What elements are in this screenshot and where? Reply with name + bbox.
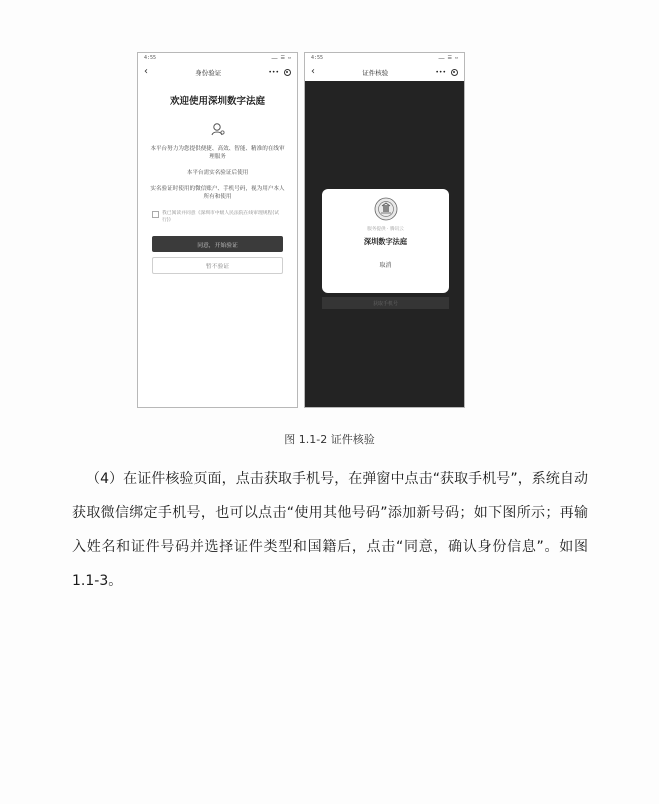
agreement-checkbox[interactable]: [152, 211, 159, 218]
real-name-notice: 本平台需实名验证后使用: [186, 170, 249, 176]
back-chevron-icon[interactable]: ‹: [311, 66, 315, 77]
body-paragraph: （4）在证件核验页面，点击获取手机号，在弹窗中点击“获取手机号”，系统自动获取微信绑定手机号，也可以点击“使用其他号码”添加新号码；如下图所示；再输入姓名和证件号码并选择证件类型和国籍后，点击“同意，确认身份信息”。如图 1.1-3。: [72, 471, 588, 589]
skip-verification-button[interactable]: 暂不验证: [152, 257, 283, 274]
status-time: 4:55: [311, 55, 324, 61]
agreement-row[interactable]: [138, 210, 297, 224]
status-bar: [305, 53, 464, 63]
get-phone-number-button[interactable]: 获取手机号: [322, 297, 449, 309]
nav-bar: [138, 63, 297, 81]
court-emblem-icon: [374, 197, 398, 221]
account-ownership-notice: 实名验证时使用的微信账户、手机号码，视为用户本人所有和使用: [150, 186, 285, 200]
status-icons: …… ☰ ▭: [271, 55, 291, 61]
nav-title: 身份验证: [195, 68, 222, 77]
back-chevron-icon[interactable]: ‹: [144, 66, 148, 77]
nav-title: 证件核验: [362, 68, 389, 77]
close-miniprogram-icon[interactable]: [284, 69, 291, 76]
nav-actions: [435, 69, 458, 76]
modal-title: 深圳数字法庭: [363, 237, 408, 246]
modal-cancel-button[interactable]: 取消: [379, 262, 392, 269]
phone-screenshot-document-check: [304, 52, 465, 408]
nav-bar: [305, 63, 464, 81]
status-time: 4:55: [144, 55, 157, 61]
welcome-title: 欢迎使用深圳数字法庭: [169, 96, 265, 107]
more-icon[interactable]: •••: [435, 68, 446, 76]
modal-provider: 服务提供 · 腾讯云: [367, 227, 404, 232]
nav-actions: [268, 69, 291, 76]
status-icons: …… ☰ ▭: [438, 55, 458, 61]
close-miniprogram-icon[interactable]: [451, 69, 458, 76]
more-icon[interactable]: •••: [268, 68, 279, 76]
phone-number-modal: [322, 189, 449, 293]
phone-screenshot-identity-verification: [137, 52, 298, 408]
agree-start-verification-button[interactable]: 同意，开始验证: [152, 236, 283, 252]
figure-caption: 图 1.1-2 证件核验: [284, 433, 375, 446]
status-bar: [138, 53, 297, 63]
service-description: 本平台努力为您提供便捷、高效、智能、精准的在线审理服务: [150, 146, 285, 160]
user-verify-icon: [210, 121, 226, 137]
agreement-text: 我已阅读并同意《深圳市中级人民法院在线审理规程(试行)》: [162, 211, 279, 223]
